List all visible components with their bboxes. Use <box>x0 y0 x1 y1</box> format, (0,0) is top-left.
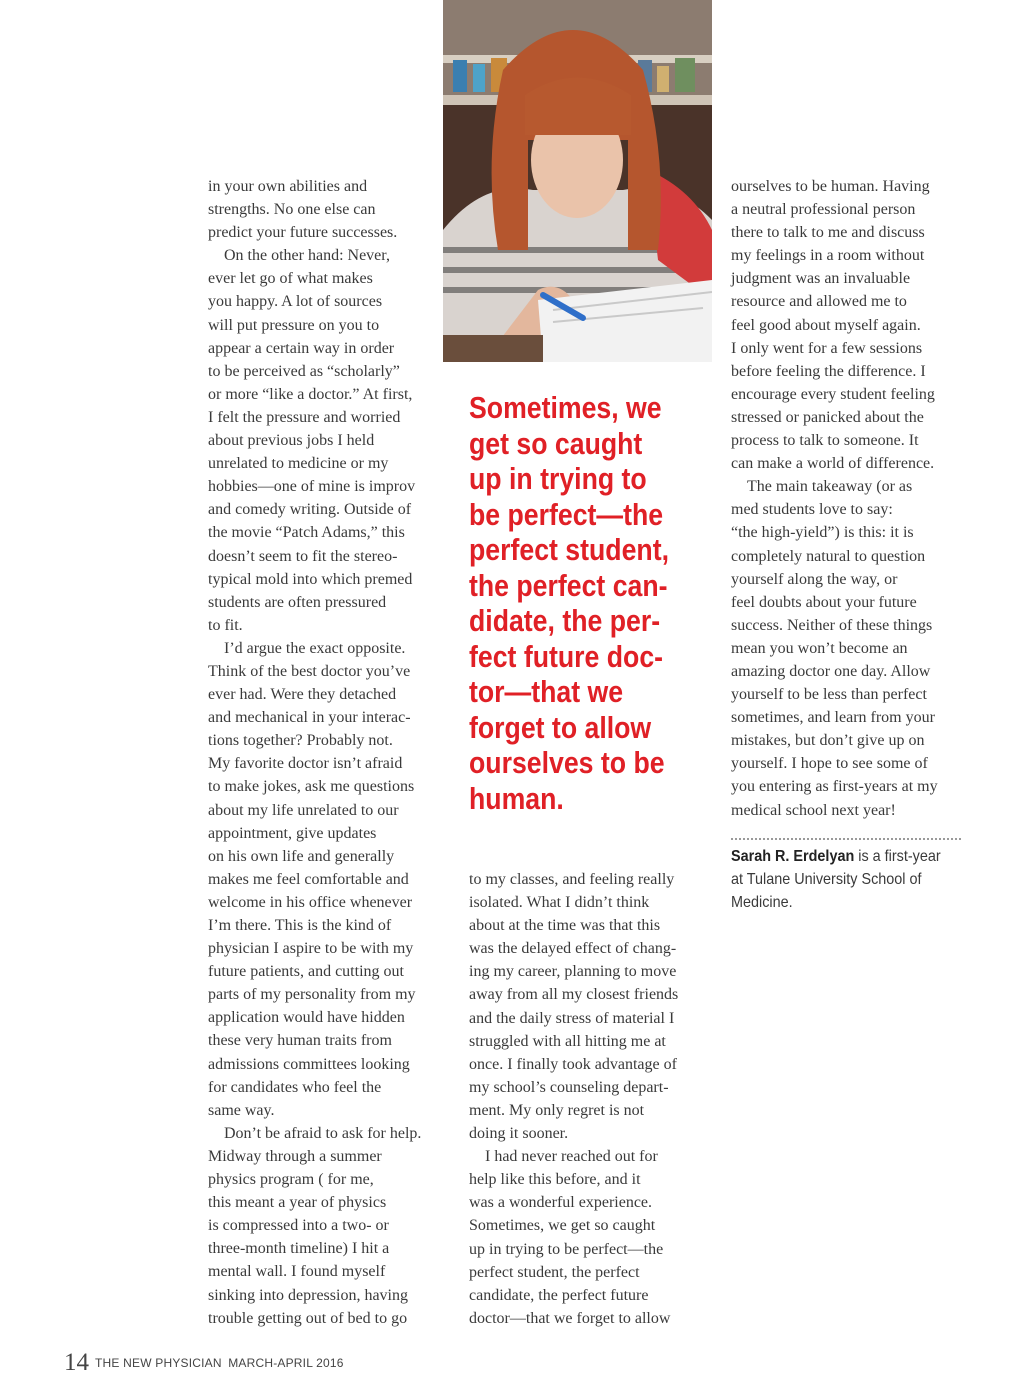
body-text-line: to make jokes, ask me questions <box>208 778 415 796</box>
body-text-line: this meant a year of physics <box>208 1194 387 1212</box>
body-text-line: tions together? Probably not. <box>208 732 393 750</box>
body-text-line: sometimes, and learn from your <box>731 709 935 727</box>
body-text-line: appear a certain way in order <box>208 339 395 357</box>
body-text-line: to fit. <box>208 616 243 634</box>
body-text-line: about previous jobs I held <box>208 432 375 450</box>
author-name: Sarah R. Erdelyan <box>731 848 855 865</box>
body-text-line: and comedy writing. Outside of <box>208 501 412 519</box>
body-text-line: in your own abilities and <box>208 178 368 195</box>
body-text-line: doesn’t seem to fit the stereo- <box>208 547 398 565</box>
body-text-line: students are often pressured <box>208 593 387 611</box>
body-text-line: feel doubts about your future <box>731 593 917 611</box>
body-text-line: ing my career, planning to move <box>469 963 677 981</box>
body-text-line: I felt the pressure and worried <box>208 408 401 426</box>
body-text-line: predict your future successes. <box>208 224 398 242</box>
body-text-line: on his own life and generally <box>208 847 395 865</box>
body-text-line: physics program ( for me, <box>208 1171 374 1189</box>
body-text-line: unrelated to medicine or my <box>208 455 389 473</box>
body-text-line: and mechanical in your interac- <box>208 709 411 727</box>
body-text-line: mean you won’t become an <box>731 639 908 657</box>
body-text-line: I only went for a few sessions <box>731 339 923 357</box>
pull-quote-line: Sometimes, we <box>469 390 662 425</box>
body-text-line: candidate, the perfect future <box>469 1286 649 1304</box>
pull-quote-line: didate, the per- <box>469 603 661 638</box>
pull-quote-line: perfect student, <box>469 532 669 567</box>
body-text-line: or more “like a doctor.” At first, <box>208 385 413 403</box>
body-text-line: there to talk to me and discuss <box>731 224 925 242</box>
body-text-line: Midway through a summer <box>208 1147 382 1165</box>
body-text-line: mistakes, but don’t give up on <box>731 732 925 750</box>
body-text-line: a neutral professional person <box>731 201 916 219</box>
body-text-line: physician I aspire to be with my <box>208 940 414 958</box>
body-text-line: admissions committees looking <box>208 1055 410 1073</box>
pull-quote-line: fect future doc- <box>469 638 664 674</box>
bio-line-3: Medicine. <box>731 894 793 911</box>
body-text-line: feel good about myself again. <box>731 316 921 334</box>
body-text-line: The main takeaway (or as <box>747 478 913 496</box>
magazine-name: THE NEW PHYSICIAN <box>95 1356 222 1370</box>
body-text-line: med students love to say: <box>731 501 893 519</box>
body-text-line: resource and allowed me to <box>731 293 907 311</box>
body-text-line: encourage every student feeling <box>731 385 935 403</box>
body-text-line: trouble getting out of bed to go <box>208 1309 408 1327</box>
article-column-2 <box>469 868 704 1330</box>
body-text-line: my school’s counseling depart- <box>469 1078 669 1096</box>
body-text-line: sinking into depression, having <box>208 1286 408 1304</box>
body-text-line: struggled with all hitting me at <box>469 1032 666 1050</box>
body-text-line: for candidates who feel the <box>208 1078 382 1096</box>
body-text-line: welcome in his office whenever <box>208 893 413 911</box>
bio-divider <box>731 838 961 840</box>
bio-line-1: is a first-year <box>854 848 941 865</box>
body-text-line: medical school next year! <box>731 801 896 819</box>
body-text-line: strengths. No one else can <box>208 201 376 219</box>
body-text-line: stressed or panicked about the <box>731 408 924 426</box>
body-text-line: appointment, give updates <box>208 824 377 842</box>
body-text-line: “the high-yield”) is this: it is <box>731 524 914 542</box>
body-text-line: judgment was an invaluable <box>731 270 911 288</box>
body-text-line: application would have hidden <box>208 1009 405 1027</box>
bio-line-2: at Tulane University School of <box>731 871 922 888</box>
body-text-line: ever had. Were they detached <box>208 686 397 704</box>
body-text-line: yourself. I hope to see some of <box>731 755 928 773</box>
body-text-line: perfect student, the perfect <box>469 1263 640 1281</box>
body-text-line: doctor—that we forget to allow <box>469 1309 671 1327</box>
pull-quote-line: human. <box>469 780 564 816</box>
pull-quote-line: get so caught <box>469 425 643 461</box>
body-text-line: completely natural to question <box>731 547 926 565</box>
pull-quote <box>469 390 710 816</box>
body-text-line: My favorite doctor isn’t afraid <box>208 755 403 773</box>
body-text-line: success. Neither of these things <box>731 616 933 634</box>
article-column-3 <box>731 175 963 822</box>
pull-quote-line: ourselves to be <box>469 745 665 780</box>
issue-date: MARCH-APRIL 2016 <box>228 1356 344 1370</box>
body-text-line: three-month timeline) I hit a <box>208 1240 390 1258</box>
pull-quote-line: forget to allow <box>469 709 652 745</box>
body-text-line: help like this before, and it <box>469 1171 641 1189</box>
body-text-line: about at the time was that this <box>469 917 661 935</box>
body-text-line: I had never reached out for <box>485 1148 658 1166</box>
body-text-line: I’d argue the exact opposite. <box>224 639 406 657</box>
body-text-line: about my life unrelated to our <box>208 801 399 819</box>
body-text-line: the movie “Patch Adams,” this <box>208 524 405 542</box>
body-text-line: ourselves to be human. Having <box>731 178 930 195</box>
body-text-line: ever let go of what makes <box>208 270 373 288</box>
body-text-line: hobbies—one of mine is improv <box>208 478 416 496</box>
body-text-line: same way. <box>208 1101 275 1119</box>
body-text-line: was a wonderful experience. <box>469 1194 653 1212</box>
body-text-line: doing it sooner. <box>469 1125 569 1143</box>
body-text-line: typical mold into which premed <box>208 570 413 588</box>
article-column-1 <box>208 175 448 1330</box>
author-bio <box>731 845 947 914</box>
body-text-line: away from all my closest friends <box>469 986 679 1004</box>
body-text-line: Don’t be afraid to ask for help. <box>224 1124 422 1142</box>
body-text-line: my feelings in a room without <box>731 247 925 265</box>
body-text-line: isolated. What I didn’t think <box>469 894 650 912</box>
body-text-line: before feeling the difference. I <box>731 362 926 380</box>
body-text-line: process to talk to someone. It <box>731 432 919 450</box>
body-text-line: ment. My only regret is not <box>469 1101 645 1119</box>
body-text-line: once. I finally took advantage of <box>469 1055 677 1073</box>
body-text-line: Sometimes, we get so caught <box>469 1217 656 1235</box>
body-text-line: I’m there. This is the kind of <box>208 917 392 934</box>
body-text-line: and the daily stress of material I <box>469 1009 675 1027</box>
body-text-line: to be perceived as “scholarly” <box>208 362 400 380</box>
body-text-line: yourself along the way, or <box>731 570 898 588</box>
body-text-line: Think of the best doctor you’ve <box>208 662 411 680</box>
student-reading-photo <box>443 0 712 362</box>
pull-quote-line: be perfect—the <box>469 496 664 532</box>
pull-quote-line: the perfect can- <box>469 567 668 603</box>
body-text-line: future patients, and cutting out <box>208 963 404 981</box>
body-text-line: is compressed into a two- or <box>208 1217 389 1235</box>
body-text-line: you entering as first-years at my <box>731 778 938 796</box>
page-footer <box>64 1349 344 1377</box>
body-text-line: can make a world of difference. <box>731 455 935 473</box>
page-number: 14 <box>64 1349 89 1376</box>
body-text-line: to my classes, and feeling really <box>469 871 675 888</box>
pull-quote-line: tor—that we <box>469 674 624 709</box>
body-text-line: these very human traits from <box>208 1032 392 1050</box>
body-text-line: parts of my personality from my <box>208 986 416 1004</box>
body-text-line: amazing doctor one day. Allow <box>731 662 931 680</box>
body-text-line: yourself to be less than perfect <box>731 686 927 704</box>
body-text-line: makes me feel comfortable and <box>208 870 409 888</box>
body-text-line: will put pressure on you to <box>208 316 380 334</box>
body-text-line: was the delayed effect of chang- <box>469 940 677 958</box>
body-text-line: up in trying to be perfect—the <box>469 1240 664 1258</box>
body-text-line: mental wall. I found myself <box>208 1263 386 1281</box>
pull-quote-line: up in trying to <box>469 461 647 496</box>
body-text-line: On the other hand: Never, <box>224 247 390 265</box>
body-text-line: you happy. A lot of sources <box>208 293 383 311</box>
